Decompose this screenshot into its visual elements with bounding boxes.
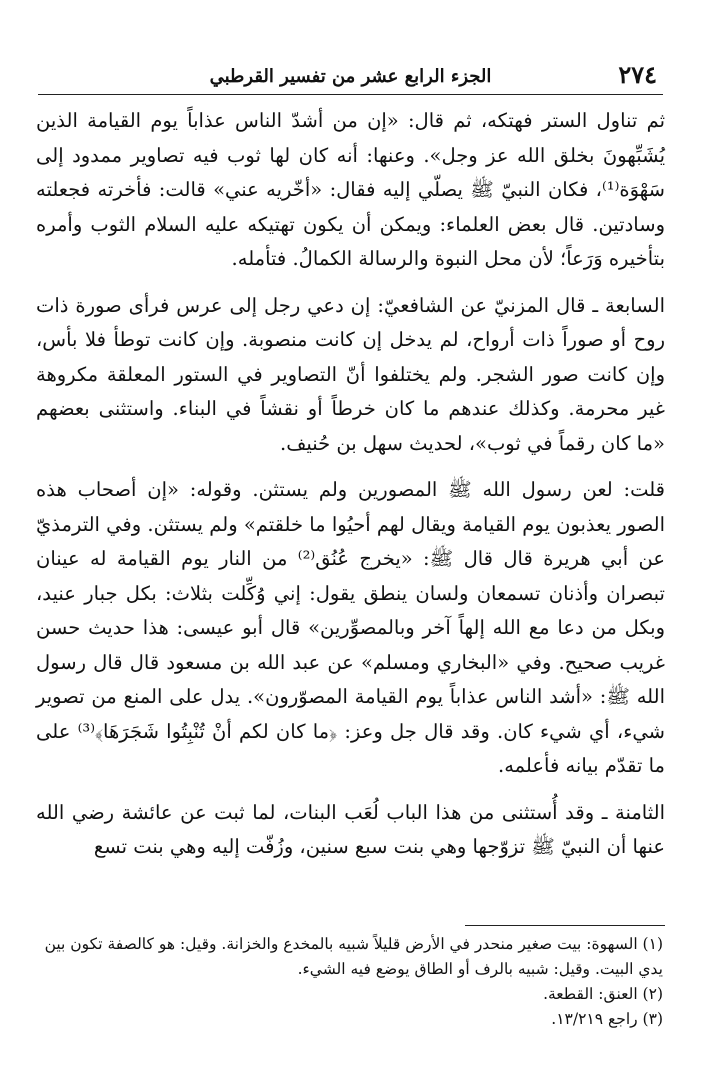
paragraph: ثم تناول الستر فهتكه، ثم قال: «إن من أشدّ الناس عذاباً يوم القيامة الذين يُشَبِّهونَ بخلق الله عز وجل». وعنها: أنه كان لها ثوب فيه تصاوير ممدود إلى سَهْوَة⁽¹⁾، فكان النبيّ ﷺ يصلّي إليه فقال: «أخّريه عني» قالت: فأخرته فجعلته وسادتين. قال بعض العلماء: ويمكن أن يكون تهتيكه عليه السلام الثوب وأمره بتأخيره وَرَعاً؛ لأن محل النبوة والرسالة الكمالُ. فتأمله. [36, 109, 665, 270]
footnote: (٣) راجع ١٣/٢١٩. [551, 1010, 663, 1028]
running-title: الجزء الرابع عشر من تفسير القرطبي [209, 66, 492, 87]
footnotes [30, 932, 663, 1032]
footnote-divider [465, 925, 665, 926]
main-text [36, 104, 665, 877]
paragraph: قلت: لعن رسول الله ﷺ المصورين ولم يستثن. وقوله: «إن أصحاب هذه الصور يعذبون يوم القيامة ويقال لهم أحيُوا ما خلقتم» ولم يستثن. وفي الترمذيّ عن أبي هريرة قال قال ﷺ: «يخرج عُنُق⁽²⁾ من النار يوم القيامة له عينان تبصران وأذنان تسمعان ولسان ينطق يقول: إني وُكِّلت بثلاث: بكل جبار عنيد، وبكل من دعا مع الله إلهاً آخر وبالمصوِّرين» قال أبو عيسى: هذا حديث حسن غريب صحيح. وفي «البخاري ومسلم» عن عبد الله بن مسعود قال قال رسول الله ﷺ: «أشد الناس عذاباً يوم القيامة المصوّرون». يدل على المنع من تصوير شيء، أي شيء كان. وقد قال جل وعز: ﴿ما كان لكم أنْ تُنْبِتُوا شَجَرَهَا﴾⁽³⁾ على ما تقدّم بيانه فأعلمه. [36, 478, 665, 777]
paragraph: السابعة ـ قال المزنيّ عن الشافعيّ: إن دعي رجل إلى عرس فرأى صورة ذات روح أو صوراً ذات أرواح، لم يدخل إن كانت منصوبة. وإن كانت توطأ فلا بأس، وإن كانت صور الشجر. ولم يختلفوا أنّ التصاوير في الستور المعلقة مكروهة غير محرمة. وكذلك عندهم ما كان خرطاً أو نقشاً في البناء. واستثنى بعضهم «ما كان رقماً في ثوب»، لحديث سهل بن حُنيف. [36, 293, 665, 455]
page-header [38, 60, 663, 95]
paragraph: الثامنة ـ وقد أُستثنى من هذا الباب لُعَب البنات، لما ثبت عن عائشة رضي الله عنها أن النبيّ ﷺ تزوّجها وهي بنت سبع سنين، وزُفّت إليه وهي بنت تسع [36, 800, 665, 858]
page-number: ٢٧٤ [618, 60, 657, 89]
footnote: (١) السهوة: بيت صغير منحدر في الأرض قليلاً شبيه بالمخدع والخزانة. وقيل: هو كالصفة تكون بين يدي البيت. وقيل: شبيه بالرف أو الطاق يوضع فيه الشيء. [44, 935, 663, 978]
footnote: (٢) العنق: القطعة. [543, 985, 663, 1003]
